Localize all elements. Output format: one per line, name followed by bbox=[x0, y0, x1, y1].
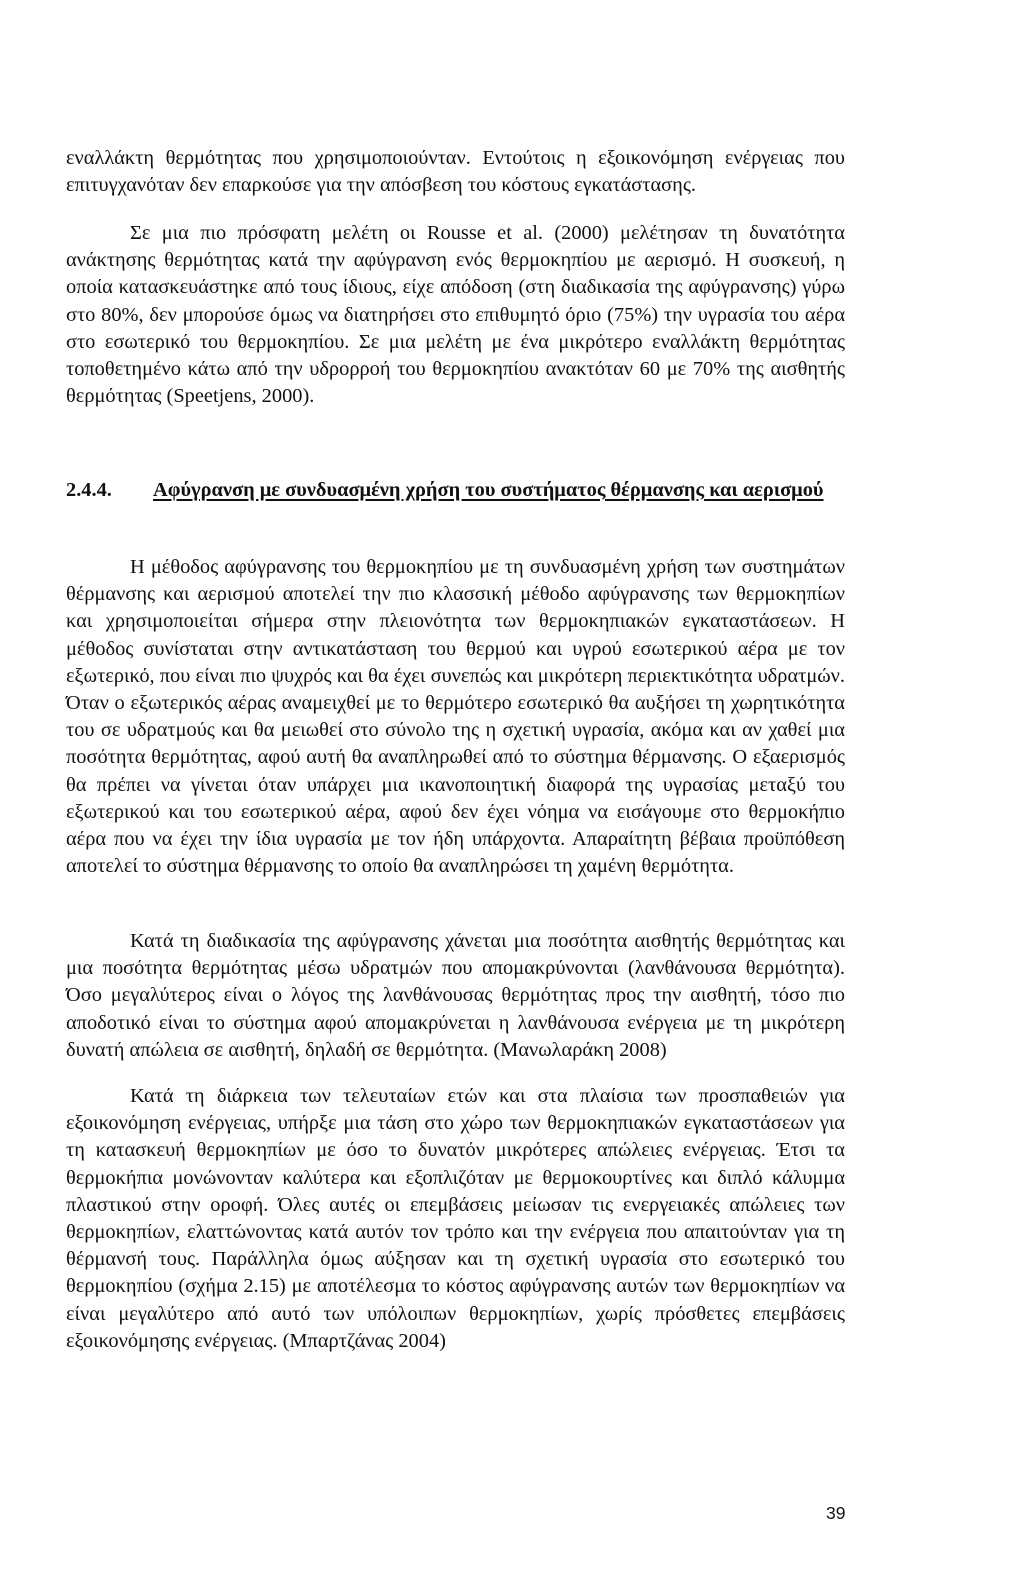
body-paragraph: Σε μια πιο πρόσφατη μελέτη οι Rousse et al. (2000) μελέτησαν τη δυνατότητα ανάκτησης θερμότητας κατά την αφύγρανση ενός θερμοκηπίου με αερισμό. Η συσκευή, η οποία κατασκευάστηκε από τους ίδιους, είχε απόδοση (στη διαδικασία της αφύγρανσης) γύρω στο 80%, δεν μπορούσε όμως να διατηρήσει στο επιθυμητό όριο (75%) την υγρασία του αέρα στο εσωτερικό του θερμοκηπίου. Σε μια μελέτη με ένα μικρότερο εναλλάκτη θερμότητας τοποθετημένο κάτω από την υδρορροή του θερμοκηπίου ανακτόταν 60 με 70% της αισθητής θερμότητας (Speetjens, 2000). bbox=[66, 222, 845, 408]
body-paragraph-continuation: εναλλάκτη θερμότητας που χρησιμοποιούνταν. Εντούτοις η εξοικονόμηση ενέργειας που επιτυγχανόταν δεν επαρκούσε για την απόσβεση του κόστους εγκατάστασης. bbox=[66, 147, 845, 197]
body-paragraph: Η μέθοδος αφύγρανσης του θερμοκηπίου με τη συνδυασμένη χρήση των συστημάτων θέρμανσης και αερισμού αποτελεί την πιο κλασσική μέθοδο αφύγρανσης των θερμοκηπίων και χρησιμοποιείται σήμερα στην πλειονότητα των θερμοκηπιακών εγκαταστάσεων. Η μέθοδος συνίσταται στην αντικατάσταση του θερμού και υγρού εσωτερικού αέρα με τον εξωτερικό, που είναι πιο ψυχρός και θα έχει συνεπώς και μικρότερη περιεκτικότητα υδρατμών. Όταν ο εξωτερικός αέρας αναμειχθεί με το θερμότερο εσωτερικό θα αυξήσει τη χωρητικότητα του σε υδρατμούς και θα μειωθεί στο σύνολο της η σχετική υγρασία, ακόμα και αν χαθεί μια ποσότητα θερμότητας, αφού αυτή θα αναπληρωθεί από το σύστημα θέρμανσης. Ο εξαερισμός θα πρέπει να γίνεται όταν υπάρχει μια ικανοποιητική διαφορά της υγρασίας μεταξύ του εξωτερικού και του εσωτερικού αέρα, αφού δεν έχει νόημα να εισάγουμε στο θερμοκήπιο αέρα που να έχει την ίδια υγρασία με τον ήδη υπάρχοντα. Απαραίτητη βέβαια προϋπόθεση αποτελεί το σύστημα θέρμανσης το οποίο θα αναπληρώσει τη χαμένη θερμότητα. bbox=[66, 556, 845, 878]
section-heading bbox=[66, 476, 845, 505]
section-title: Αφύγρανση με συνδυασμένη χρήση του συστήματος θέρμανσης και αερισμού bbox=[153, 479, 824, 501]
section-number: 2.4.4. bbox=[66, 479, 112, 501]
body-paragraph: Κατά τη διάρκεια των τελευταίων ετών και στα πλαίσια των προσπαθειών για εξοικονόμηση ενέργειας, υπήρξε μια τάση στο χώρο των θερμοκηπιακών εγκαταστάσεων για τη κατασκευή θερμοκηπίων με όσο το δυνατόν μικρότερες απώλειες ενέργειας. Έτσι τα θερμοκήπια μονώνονταν καλύτερα και εξοπλιζόταν με θερμοκουρτίνες και διπλό κάλυμμα πλαστικού στην οροφή. Όλες αυτές οι επεμβάσεις μείωσαν τις ενεργειακές απώλειες των θερμοκηπίων, ελαττώνοντας κατά αυτόν τον τρόπο και την ενέργεια που απαιτούνταν για τη θέρμανσή τους. Παράλληλα όμως αύξησαν και τη σχετική υγρασία στο εσωτερικό του θερμοκηπίου (σχήμα 2.15) με αποτέλεσμα το κόστος αφύγρανσης αυτών των θερμοκηπίων να είναι μεγαλύτερο από αυτό των υπόλοιπων θερμοκηπίων, χωρίς πρόσθετες επεμβάσεις εξοικονόμησης ενέργειας. (Μπαρτζάνας 2004) bbox=[66, 1085, 845, 1352]
body-paragraph: Κατά τη διαδικασία της αφύγρανσης χάνεται μια ποσότητα αισθητής θερμότητας και μια ποσότητα θερμότητας μέσω υδρατμών που απομακρύνονται (λανθάνουσα θερμότητα). Όσο μεγαλύτερος είναι ο λόγος της λανθάνουσας θερμότητας προς την αισθητή, τόσο πιο αποδοτικό είναι το σύστημα αφού απομακρύνεται η λανθάνουσα ενέργεια με τη μικρότερη δυνατή απώλεια σε αισθητή, δηλαδή σε θερμότητα. (Μανωλαράκη 2008) bbox=[66, 930, 845, 1061]
page-number: 39 bbox=[826, 1503, 846, 1523]
